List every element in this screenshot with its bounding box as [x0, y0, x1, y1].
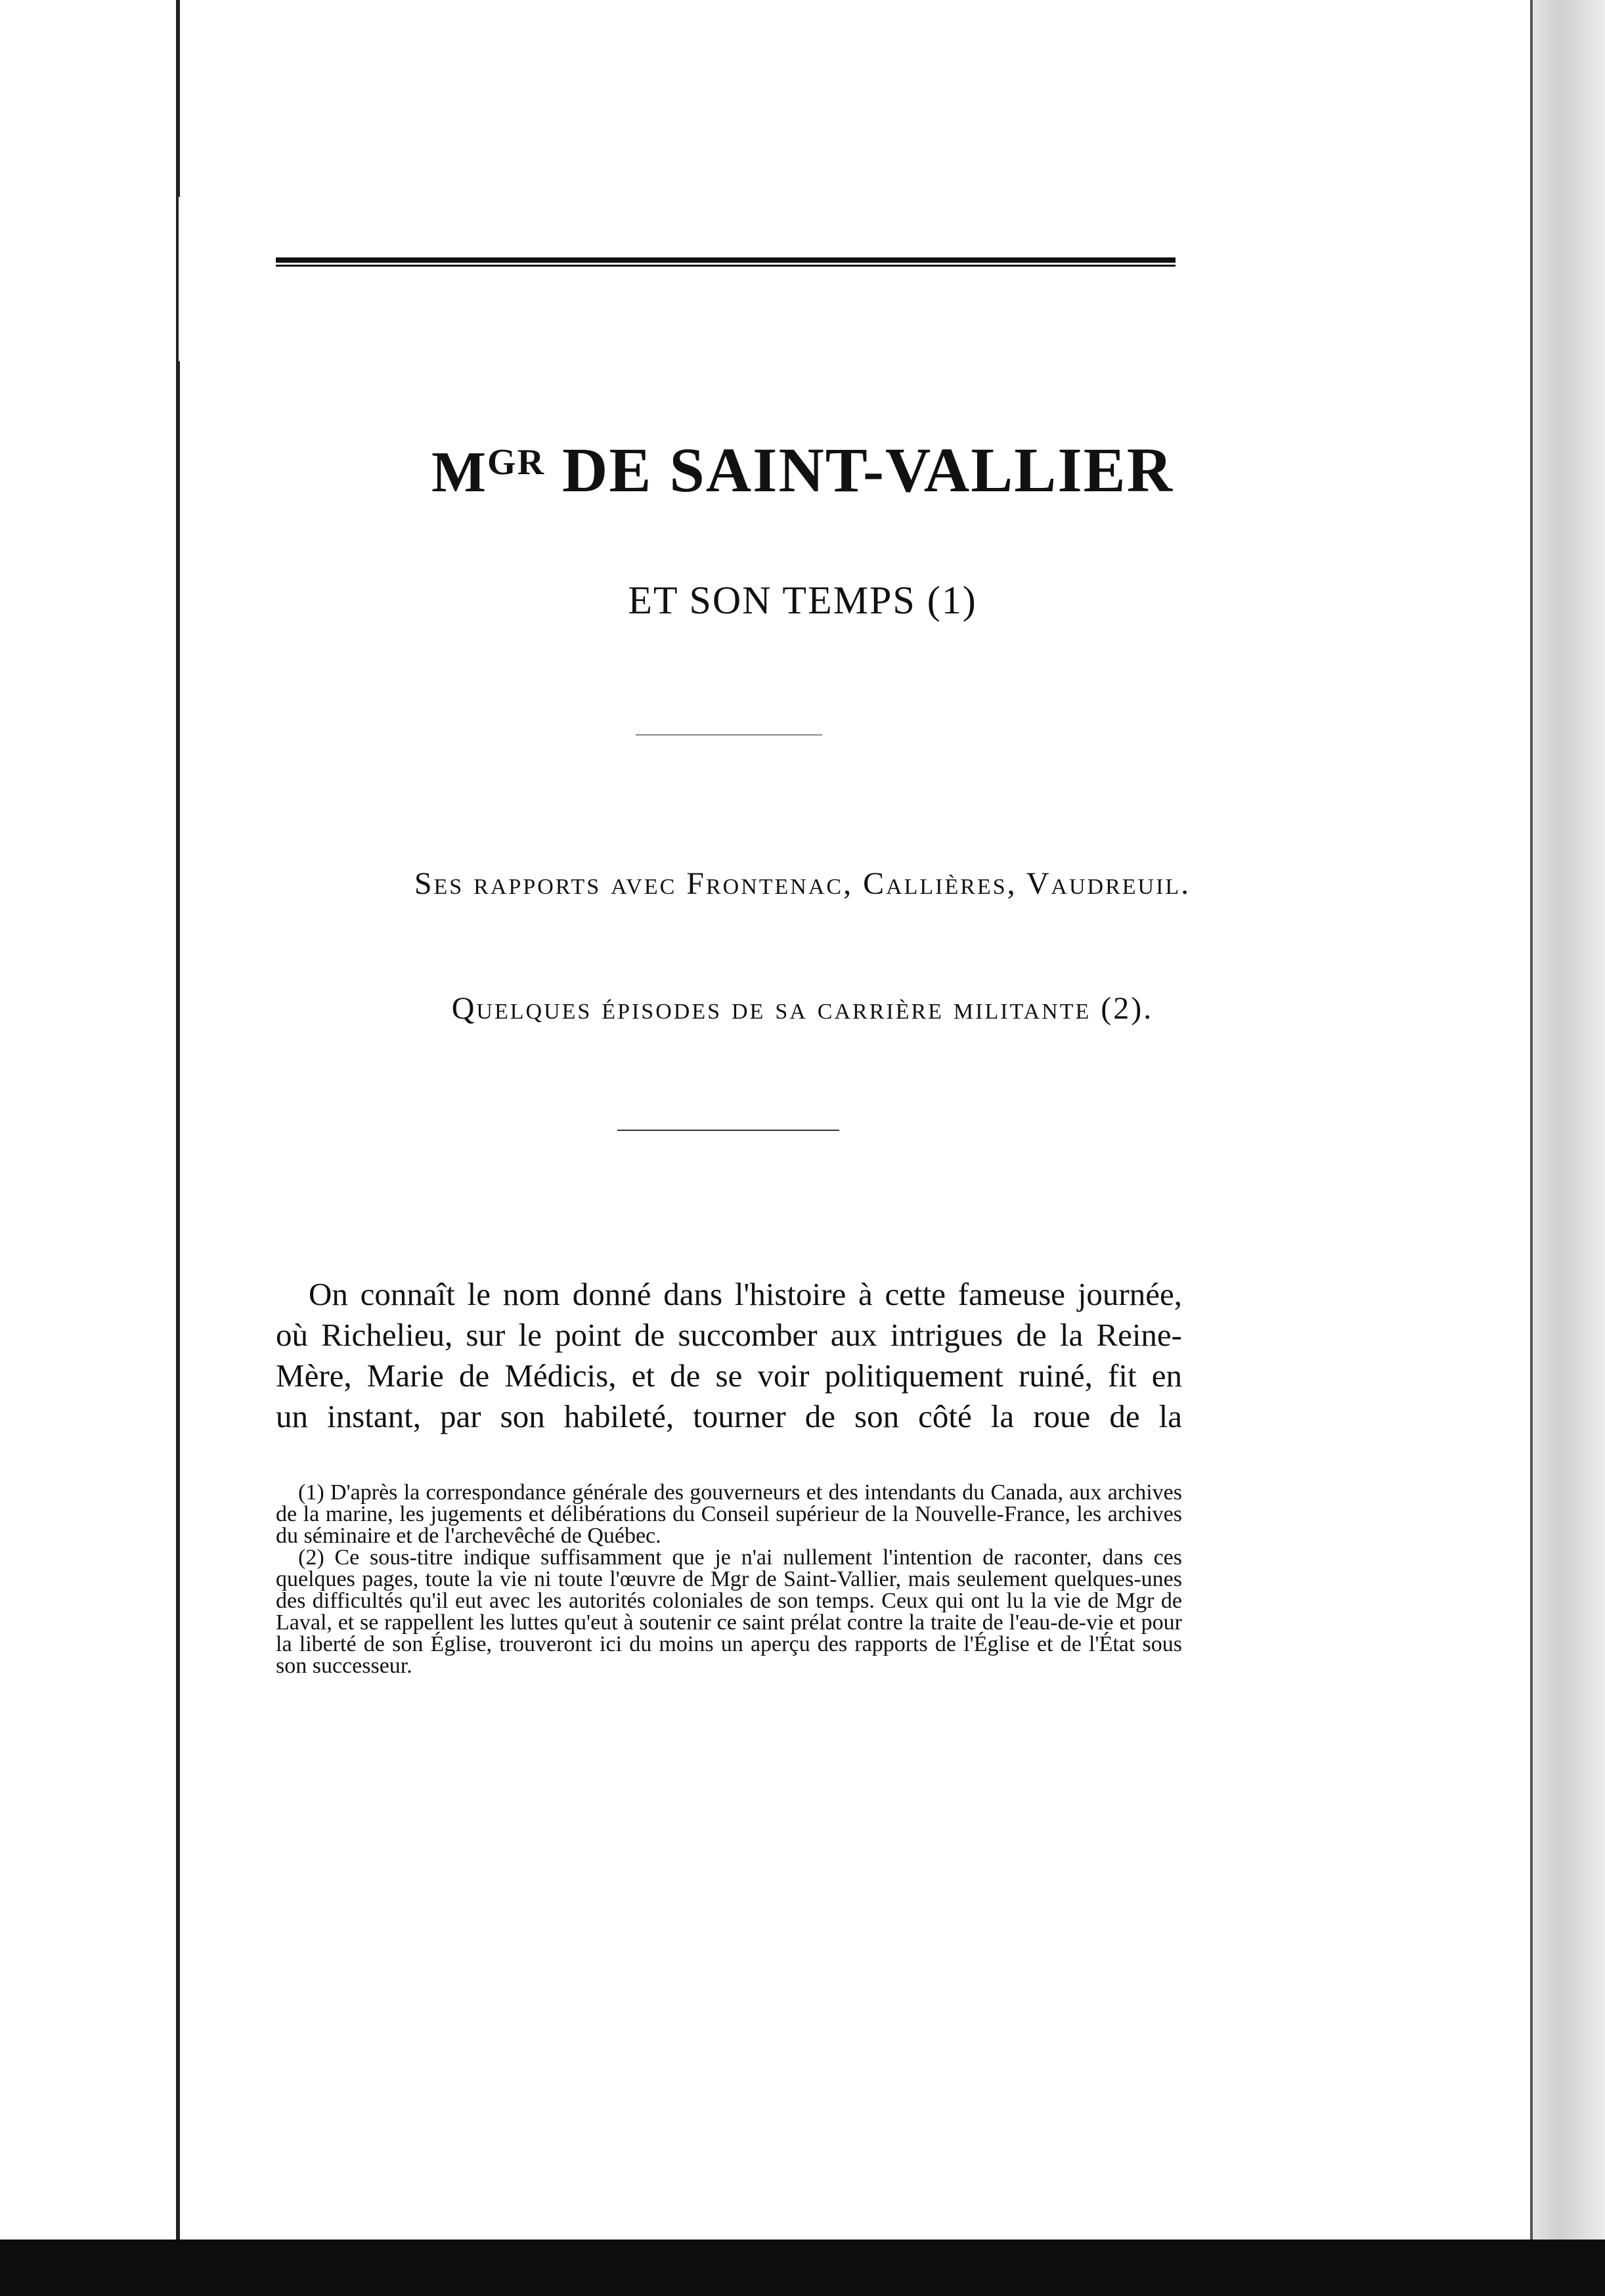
body-line: où Richelieu, sur le point de succomber aux intrigues de la Reine- [276, 1317, 1182, 1353]
right-edge-line [1530, 0, 1533, 2240]
body-line: un instant, par son habileté, tourner de son côté la roue de la [276, 1398, 1182, 1434]
right-page-edge [1530, 0, 1605, 2240]
heading-rapports: Ses rapports avec Frontenac, Callières, Vaudreuil. [414, 866, 1191, 901]
top-double-rule [276, 257, 1176, 267]
heading-episodes: Quelques épisodes de sa carrière militante (2). [451, 991, 1154, 1026]
body-paragraph [276, 1274, 1182, 1437]
body-line: Mère, Marie de Médicis, et de se voir politiquement ruiné, fit en [276, 1358, 1182, 1394]
footnote-1: (1) D'après la correspondance générale des gouverneurs et des intendants du Canada, aux archives de la marine, les jugements et délibérations du Conseil supérieur de la Nouvelle-France, les archives du séminaire et de l'archevêché de Québec. [276, 1480, 1182, 1548]
divider-rule-2 [617, 1130, 839, 1131]
divider-rule-1 [636, 734, 822, 736]
bottom-scan-border [0, 2240, 1605, 2296]
body-line: On connaît le nom donné dans l'histoire à cette fameuse journée, [309, 1276, 1182, 1312]
title-prefix: $M^{GR}$ [431, 441, 546, 504]
title-main: DE SAINT-VALLIER [545, 435, 1174, 505]
page-title [0, 433, 1605, 506]
footnote-2: (2) Ce sous-titre indique suffisamment que je n'ai nullement l'intention de raconter, dans ces quelques pages, toute la vie ni toute l'œuvre de Mgr de Saint-Vallier, mais seulement quelques-unes des difficultés qu'il eut avec les autorités coloniales de son temps. Ceux qui ont lu la vie de Mgr de Laval, et se rappellent les luttes qu'eut à soutenir ce saint prélat contre la traite de l'eau-de-vie et pour la liberté de son Église, trouveront ici du moins un aperçu des rapports de l'Église et de l'État sous son successeur. [276, 1545, 1182, 1678]
footnotes [276, 1482, 1182, 1677]
subtitle: ET SON TEMPS (1) [628, 579, 977, 622]
page-edge-gap [179, 197, 188, 361]
